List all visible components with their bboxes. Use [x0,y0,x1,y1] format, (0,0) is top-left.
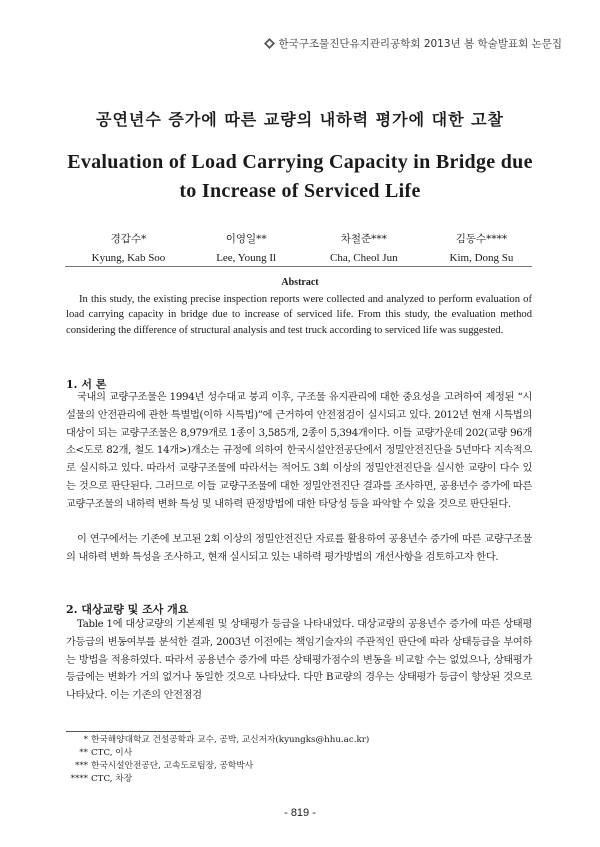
author-name-korean: 김동수**** [455,233,508,245]
author-name-korean: 차철준*** [340,233,387,245]
footnote-text: 한국해양대학교 건설공학과 교수, 공박, 교신저자(kyungks@hhu.ac.kr) [91,735,370,745]
author [423,230,540,268]
footnote [66,760,369,773]
bullet-diamond-icon [264,38,275,49]
footnotes [66,734,369,786]
header-text: 한국구조물진단유지관리공학회 2013년 봄 학술발표회 논문집 [278,38,562,50]
author-name-english: Cha, Cheol Jun [330,252,398,264]
body-paragraph: 이 연구에서는 기존에 보고된 2회 이상의 정밀안전진단 자료를 활용하여 공용년수 증가에 따른 교량구조물의 내하력 변화 특성을 조사하고, 현재 실시되고 있는 내하력 평가방법의 개선사항을 검토하고자 한다. [66,534,532,563]
footnote [66,747,369,760]
section-heading: 1. 서 론 [66,378,107,391]
running-header [264,36,562,51]
author-list [70,230,540,268]
page-number: - 819 - [284,807,316,819]
author [70,230,187,268]
abstract-text: In this study, the existing precise inspection reports were collected and analyzed to perform evaluation of load carrying capacity in bridge due to increase of serviced life. From this study, the evaluation method considering the difference of structural analysis and test truck according to serviced life was suggested. [66,294,532,336]
divider [65,266,532,267]
author-name-english: Lee, Young Il [216,252,277,264]
footnote-mark: * [83,735,88,745]
abstract-heading: Abstract [281,277,319,288]
title-korean: 공연년수 증가에 따른 교량의 내하력 평가에 대한 고찰 [95,110,505,129]
footnote-mark: **** [70,774,88,784]
author-name-korean: 이영일** [225,233,267,245]
author [188,230,305,268]
footnote-mark: *** [74,761,88,771]
footnote-text: 한국시설안전공단, 고속도로팀장, 공학박사 [91,761,254,771]
footnote [66,773,369,786]
author [305,230,422,268]
footnote-mark: ** [79,748,88,758]
author-name-english: Kyung, Kab Soo [91,252,166,264]
footnote-divider [66,731,191,732]
footnote-text: CTC, 차장 [91,774,133,784]
footnote [66,734,369,747]
author-name-english: Kim, Dong Su [449,252,514,264]
body-paragraph: 국내의 교량구조물은 1994년 성수대교 붕괴 이후, 구조물 유지관리에 대한 중요성을 고려하여 제정된 “시설물의 안전관리에 관한 특별법(이하 시특법)”에 근거하여 안전점검이 실시되고 있다. 2012년 현재 시특법의 대상이 되는 교량구조물은 8,979개로 1종이 3,585개, 2종이 5,394개이다. 이들 교량가운데 202(교량 96개소<도로 82개, 철도 14개>)개소는 규정에 의하여 한국시설안전공단에서 정밀안전진단을 5년마다 지속적으로 실시하고 있다. 따라서 교량구조물에 따라서는 적어도 3회 이상의 정밀안전진단을 실시한 교량이 다수 있는 것으로 판단된다. 그러므로 이들 교량구조물에 대한 정밀안전진단 결과를 조사하면, 공용년수 증가에 따른 교량구조물의 내하력 변화 특성 및 내하력 판정방법에 대한 타당성 등을 파악할 수 있을 것으로 판단된다. [66,392,532,510]
author-name-korean: 경갑수* [110,233,147,245]
title-english: Evaluation of Load Carrying Capacity in Bridge due to Increase of Serviced Life [67,151,533,202]
section-heading: 2. 대상교량 및 조사 개요 [66,603,189,616]
footnote-text: CTC, 이사 [91,748,133,758]
body-paragraph: Table 1에 대상교량의 기본제원 및 상태평가 등급을 나타내었다. 대상교량의 공용년수 증가에 따른 상태평가등급의 변동여부를 분석한 결과, 2003년 이전에는 책임기술자의 주관적인 판단에 따라 상태등급을 부여하는 방법을 적용하였다. 따라서 공용년수 증가에 따른 상태평가점수의 변동을 비교할 수는 없었으나, 상태평가등급에는 변화가 거의 없거나 동일한 것으로 나타났다. 다만 B교량의 경우는 상태평가 등급이 향상된 것으로 나타났다. 이는 기존의 안전점검 [66,619,532,702]
